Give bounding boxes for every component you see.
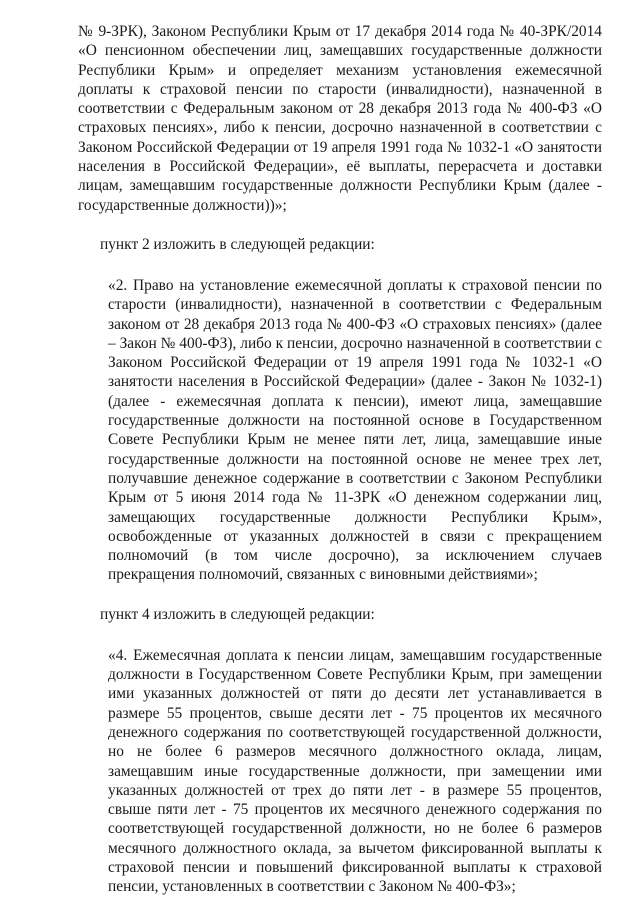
spacer (78, 254, 602, 276)
body-paragraph: № 9-ЗРК), Законом Республики Крым от 17 декабря 2014 года № 40-ЗРК/2014 «О пенсионном обеспечении лиц, замещавших государственные должности Республики Крым» и определяет механизм установления ежемесячной доплаты к страховой пенсии по старости (инвалидности), назначенной в соответствии с Федеральным законом от 28 декабря 2013 года № 400-ФЗ «О страховых пенсиях», либо к пенсии, досрочно назначенной в соответствии с Законом Российской Федерации от 19 апреля 1991 года № 1032-1 «О занятости населения в Российской Федерации», её выплаты, перерасчета и доставки лицам, замещавшим государственные должности Республики Крым (далее - государственные должности))»; (78, 23, 602, 214)
spacer (78, 215, 602, 235)
amendment-instruction: пункт 4 изложить в следующей редакции: (100, 605, 375, 623)
quoted-clause-4: «4. Ежемесячная доплата к пенсии лицам, замещавшим государственные должности в Государственном Совете Республики Крым, при замещении ими указанных должностей от пяти до десяти лет устанавливается в размере 55 процентов, свыше десяти лет - 75 процентов их месячного денежного содержания по соответствующей государственной должности, но не более 6 размеров месячного должностного оклада, лицам, замещавшим иные государственные должности, при замещении ими указанных должностей от трех до пяти лет - в размере 55 процентов, свыше пяти лет - 75 процентов их месячного денежного содержания по соответствующей государственной должности, но не более 6 размеров месячного должностного оклада, за вычетом фиксированной выплаты к страховой пенсии и повышений фиксированной выплаты к страховой пенсии, установленных в соответствии с Законом № 400-ФЗ»; (108, 646, 602, 896)
spacer (78, 585, 602, 605)
spacer (78, 624, 602, 646)
amendment-instruction: пункт 2 изложить в следующей редакции: (100, 235, 375, 253)
quoted-clause-2: «2. Право на установление ежемесячной доплаты к страховой пенсии по старости (инвалидности), назначенной в соответствии с Федеральным законом от 28 декабря 2013 года № 400-ФЗ «О страховых пенсиях» (далее – Закон № 400-ФЗ), либо к пенсии, досрочно назначенной в соответствии с Законом Российской Федерации от 19 апреля 1991 года № 1032-1 «О занятости населения в Российской Федерации» (далее - Закон № 1032-1) (далее - ежемесячная доплата к пенсии), имеют лица, замещавшие государственные должности на постоянной основе в Государственном Совете Республики Крым не менее пяти лет, лица, замещавшие иные государственные должности на постоянной основе не менее трех лет, получавшие денежное содержание в соответствии с Законом Республики Крым от 5 июня 2014 года № 11-ЗРК «О денежном содержании лиц, замещающих государственные должности Республики Крым», освобожденные от указанных должностей в связи с прекращением полномочий (в том числе досрочно), за исключением случаев прекращения полномочий, связанных с виновными действиями»; (108, 276, 602, 584)
